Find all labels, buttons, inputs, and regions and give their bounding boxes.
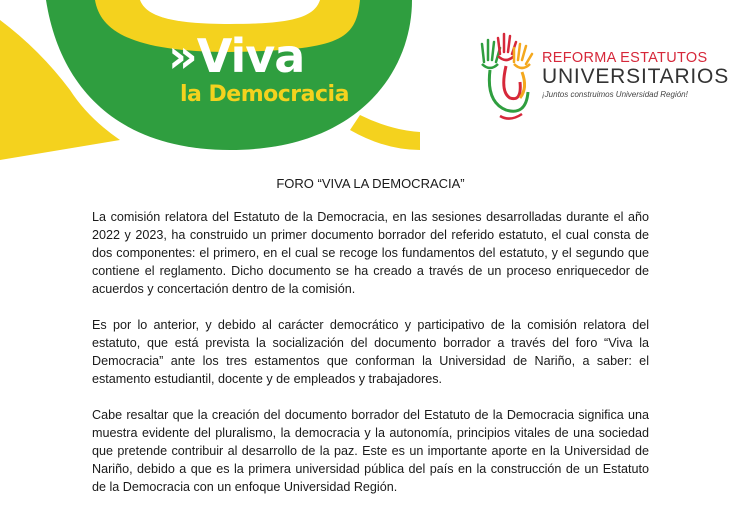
raised-hands-icon — [476, 32, 538, 124]
yellow-arc-right — [350, 115, 420, 150]
universitarios-title: UNIVERSITARIOS — [542, 65, 730, 88]
document-body — [92, 208, 649, 514]
viva-subtitle: la Democracia — [180, 82, 349, 107]
reforma-estatutos-logo — [476, 32, 730, 124]
reforma-slogan: ¡Juntos construimos Universidad Región! — [542, 90, 688, 99]
document-title: FORO “VIVA LA DEMOCRACIA” — [276, 176, 465, 191]
viva-democracia-logo — [168, 30, 368, 120]
viva-title: »Viva — [168, 29, 305, 83]
paragraph-1: La comisión relatora del Estatuto de la Democracia, en las sesiones desarrolladas durante el año 2022 y 2023, ha construido un primer documento borrador del referido estatuto, el cual consta de dos componentes: el primero, en el cual se recoge los fundamentos del estatuto, y el segundo que contiene el reglamento. Dicho documento se ha creado a través de un proceso enriquecedor de acuerdos y concertación dentro de la comisión. — [92, 210, 649, 296]
reforma-title: REFORMA ESTATUTOS — [542, 50, 708, 66]
paragraph-3: Cabe resaltar que la creación del documento borrador del Estatuto de la Democracia significa una muestra evidente del pluralismo, la democracia y la autonomía, principios vitales de una sociedad que pretende contribuir al desarrollo de la paz. Este es un importante aporte en la Universidad de Nariño, debido a que es la primera universidad pública del país en la construcción de un Estatuto de la Democracia con un enfoque Universidad Región. — [92, 408, 649, 494]
paragraph-2: Es por lo anterior, y debido al carácter democrático y participativo de la comisión relatora del estatuto, que está prevista la socialización del documento borrador a través del foro “Viva la Democracia” ante los tres estamentos que conforman la Universidad de Nariño, a saber: el estamento estudiantil, docente y de empleados y trabajadores. — [92, 318, 649, 386]
